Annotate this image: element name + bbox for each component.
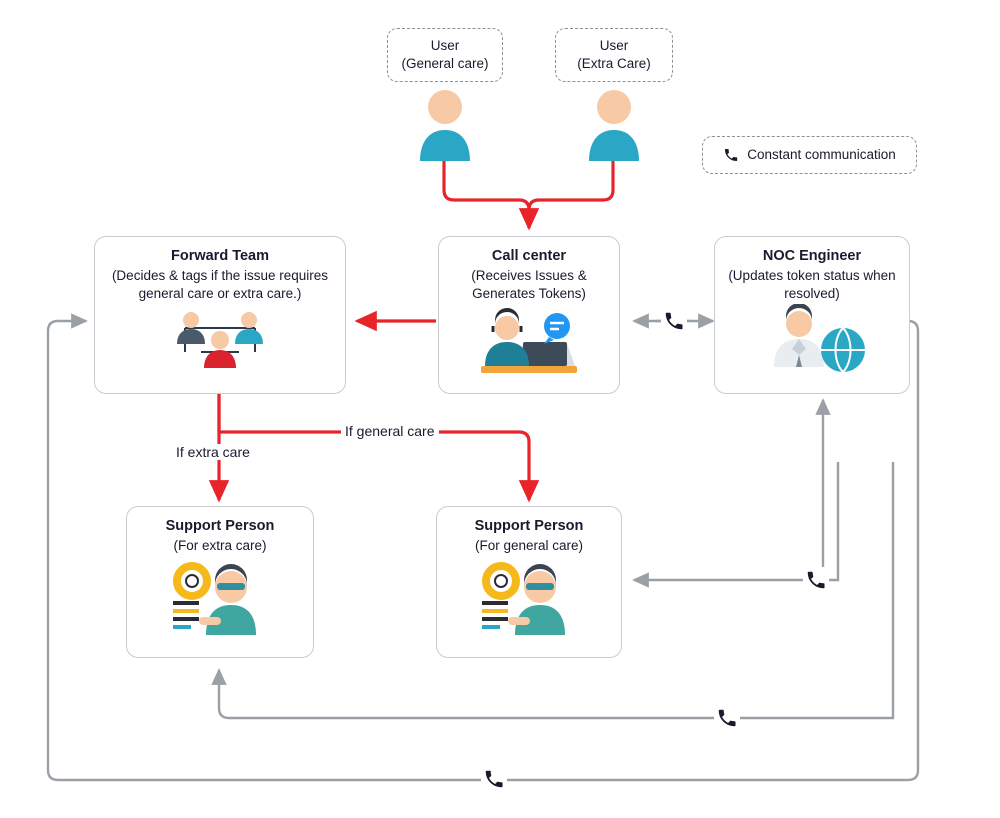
user-general-subtitle: (General care) (401, 56, 489, 71)
phone-icon (481, 766, 507, 792)
support-general-subtitle: (For general care) (474, 537, 584, 553)
user-extra-label (555, 28, 673, 82)
user-general-label (387, 28, 503, 82)
call-center-subtitle: (Receives Issues & Generates Tokens) (471, 267, 587, 301)
support-extra-title: Support Person (165, 518, 275, 534)
edge-label-if-general-care: If general care (341, 423, 439, 439)
support-extra-subtitle: (For extra care) (173, 537, 267, 553)
phone-icon (661, 308, 687, 334)
node-forward-team[interactable] (94, 236, 346, 394)
legend-constant-communication (702, 136, 917, 174)
user-extra-subtitle: (Extra Care) (577, 56, 651, 71)
legend-label: Constant communication (747, 147, 896, 163)
node-support-person-general[interactable] (436, 506, 622, 658)
support-gear-icon (474, 561, 584, 639)
user-general-avatar-icon (415, 86, 475, 161)
node-noc-engineer[interactable] (714, 236, 910, 394)
phone-icon (714, 705, 740, 731)
call-center-title: Call center (491, 248, 567, 264)
edge-label-if-extra-care: If extra care (172, 444, 254, 460)
user-extra-avatar-icon (584, 86, 644, 161)
support-general-title: Support Person (474, 518, 584, 534)
forward-team-subtitle: (Decides & tags if the issue requires general care or extra care.) (111, 267, 329, 301)
noc-engineer-subtitle: (Updates token status when resolved) (728, 267, 896, 301)
node-call-center[interactable] (438, 236, 620, 394)
node-support-person-extra[interactable] (126, 506, 314, 658)
team-group-icon (165, 306, 275, 372)
engineer-globe-icon (747, 304, 877, 378)
support-gear-icon (165, 561, 275, 639)
call-center-agent-icon (469, 304, 589, 378)
phone-icon (723, 147, 739, 163)
forward-team-title: Forward Team (170, 248, 270, 264)
user-extra-title: User (599, 38, 629, 54)
phone-icon (803, 567, 829, 593)
edge-forward-team-to-support-general (219, 394, 529, 500)
edge-user-extra-to-call-center (529, 160, 613, 228)
edge-user-general-to-call-center (444, 160, 529, 228)
user-general-title: User (430, 38, 460, 54)
noc-engineer-title: NOC Engineer (762, 248, 862, 264)
edge-noc-to-support-general (634, 462, 838, 580)
